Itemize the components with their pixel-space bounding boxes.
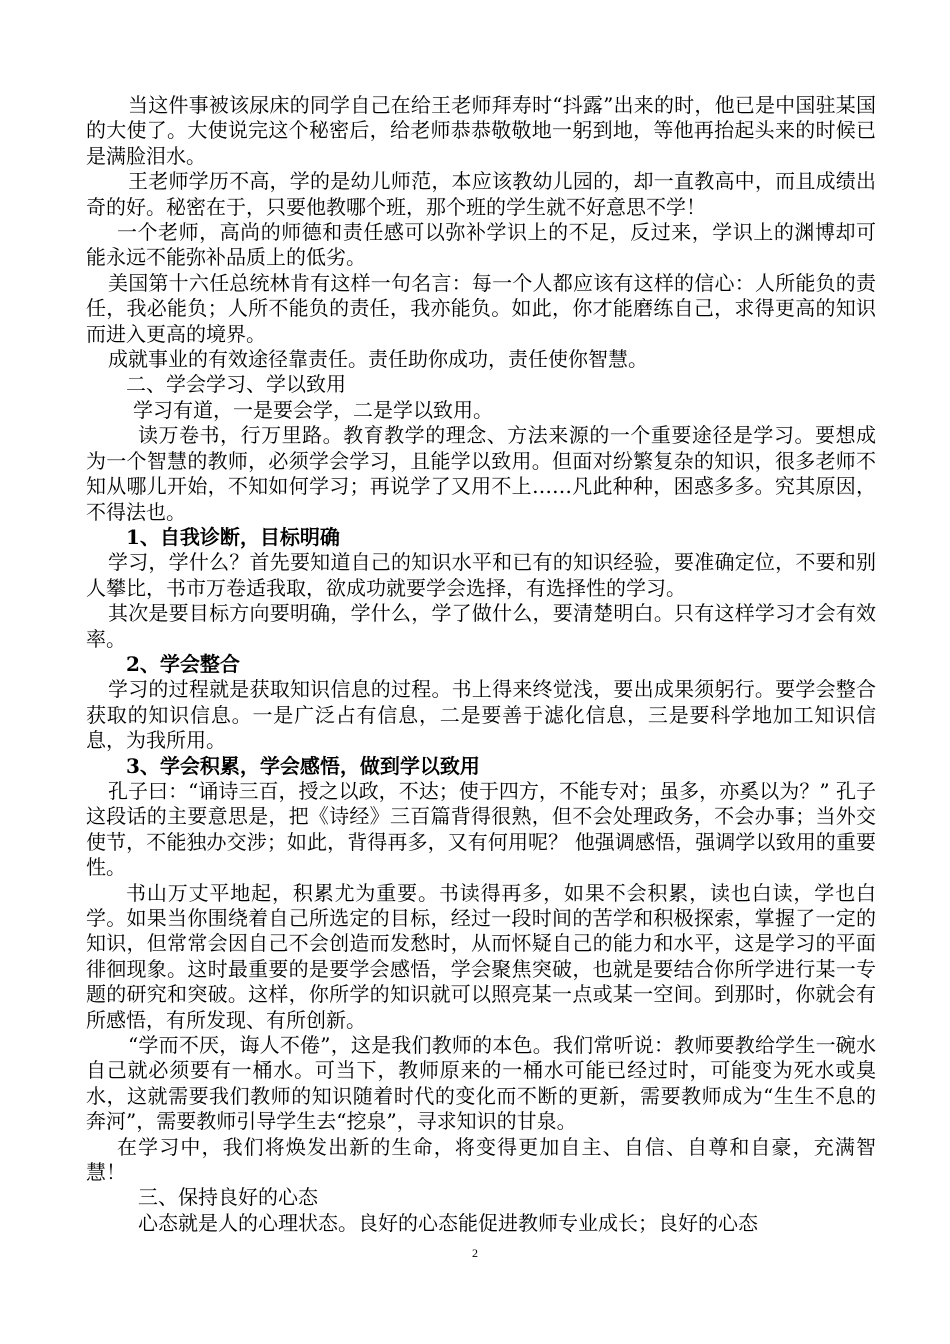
paragraph-teacher-wang: 王老师学历不高，学的是幼儿师范，本应该教幼儿园的，却一直教高中，而且成绩出奇的好。秘密在于，只要他教哪个班，那个班的学生就不好意思不学！ xyxy=(86,169,876,219)
subheading-self-diagnosis: 1、自我诊断，目标明确 xyxy=(126,524,340,549)
document-body xyxy=(86,93,876,1236)
paragraph-virtue-vs-knowledge: 一个老师，高尚的师德和责任感可以弥补学识上的不足，反过来，学识上的渊博却可能永远不能弥补品质上的低劣。 xyxy=(86,220,876,270)
section-heading-two: 二、学会学习、学以致用 xyxy=(126,372,346,397)
paragraph-accumulation: 书山万丈平地起，积累尤为重要。书读得再多，如果不会积累，读也白读，学也白学。如果当你围绕着自己所选定的目标，经过一段时间的苦学和积极探索，掌握了一定的知识，但常常会因自己不会创造而发愁时，从而怀疑自己的能力和水平，这是学习的平面徘徊现象。这时最重要的是要学会感悟，学会聚焦突破，也就是要结合你所学进行某一专题的研究和突破。这样，你所学的知识就可以照亮某一点或某一空间。到那时，你就会有所感悟，有所发现、有所创新。 xyxy=(86,880,876,1032)
paragraph-teacher-nature: “学而不厌，诲人不倦”，这是我们教师的本色。我们常听说：教师要教给学生一碗水自己就必须要有一桶水。可当下，教师原来的一桶水可能已经过时，可能变为死水或臭水，这就需要我们教师的知识随着时代的变化而不断的更新，需要教师成为“生生不息的奔河”，需要教师引导学生去“挖泉”，寻求知识的甘泉。 xyxy=(86,1033,876,1134)
page-number: 2 xyxy=(472,1246,478,1260)
subheading-accumulate: 3、学会积累，学会感悟，做到学以致用 xyxy=(126,753,480,778)
paragraph-ambassador-secret: 当这件事被该尿床的同学自己在给王老师拜寿时“抖露”出来的时，他已是中国驻某国的大使了。大使说完这个秘密后，给老师恭恭敬敬地一躬到地，等他再抬起头来的时候已是满脸泪水。 xyxy=(86,93,876,168)
section-heading-three: 三、保持良好的心态 xyxy=(138,1185,318,1210)
paragraph-mindset: 心态就是人的心理状态。良好的心态能促进教师专业成长；良好的心态 xyxy=(138,1210,758,1235)
paragraph-read-books: 读万卷书，行万里路。教育教学的理念、方法来源的一个重要途径是学习。要想成为一个智慧的教师，必须学会学习，且能学以致用。但面对纷繁复杂的知识，很多老师不知从哪儿开始，不知如何学习；再说学了又用不上……凡此种种，困惑多多。究其原因，不得法也。 xyxy=(86,423,876,524)
paragraph-learning-way: 学习有道，一是要会学，二是学以致用。 xyxy=(133,397,493,422)
paragraph-responsibility: 成就事业的有效途径靠责任。责任助你成功，责任使你智慧。 xyxy=(108,347,648,372)
paragraph-lincoln-quote: 美国第十六任总统林肯有这样一句名言：每一个人都应该有这样的信心：人所能负的责任，我必能负；人所不能负的责任，我亦能负。如此，你才能磨练自己，求得更高的知识而进入更高的境界。 xyxy=(86,270,876,346)
subheading-integration: 2、学会整合 xyxy=(126,651,240,676)
paragraph-what-to-learn: 学习，学什么？首先要知道自己的知识水平和已有的知识经验，要准确定位，不要和别人攀比，书市万卷适我取，欲成功就要学会选择，有选择性的学习。 xyxy=(86,550,876,600)
paragraph-clear-goals: 其次是要目标方向要明确，学什么，学了做什么，要清楚明白。只有这样学习才会有效率。 xyxy=(86,601,876,651)
paragraph-confucius: 孔子曰：“诵诗三百，授之以政，不达；使于四方，不能专对；虽多，亦奚以为？” 孔子这段话的主要意思是，把《诗经》三百篇背得很熟，但不会处理政务，不会办事；当外交使节，不能独办交涉；如此，背得再多，又有何用呢？ 他强调感悟，强调学以致用的重要性。 xyxy=(86,778,876,880)
paragraph-new-life: 在学习中，我们将焕发出新的生命，将变得更加自主、自信、自尊和自豪，充满智慧！ xyxy=(86,1134,876,1185)
paragraph-information: 学习的过程就是获取知识信息的过程。书上得来终觉浅，要出成果须躬行。要学会整合获取的知识信息。一是广泛占有信息，二是要善于滤化信息，三是要科学地加工知识信息，为我所用。 xyxy=(86,677,876,753)
